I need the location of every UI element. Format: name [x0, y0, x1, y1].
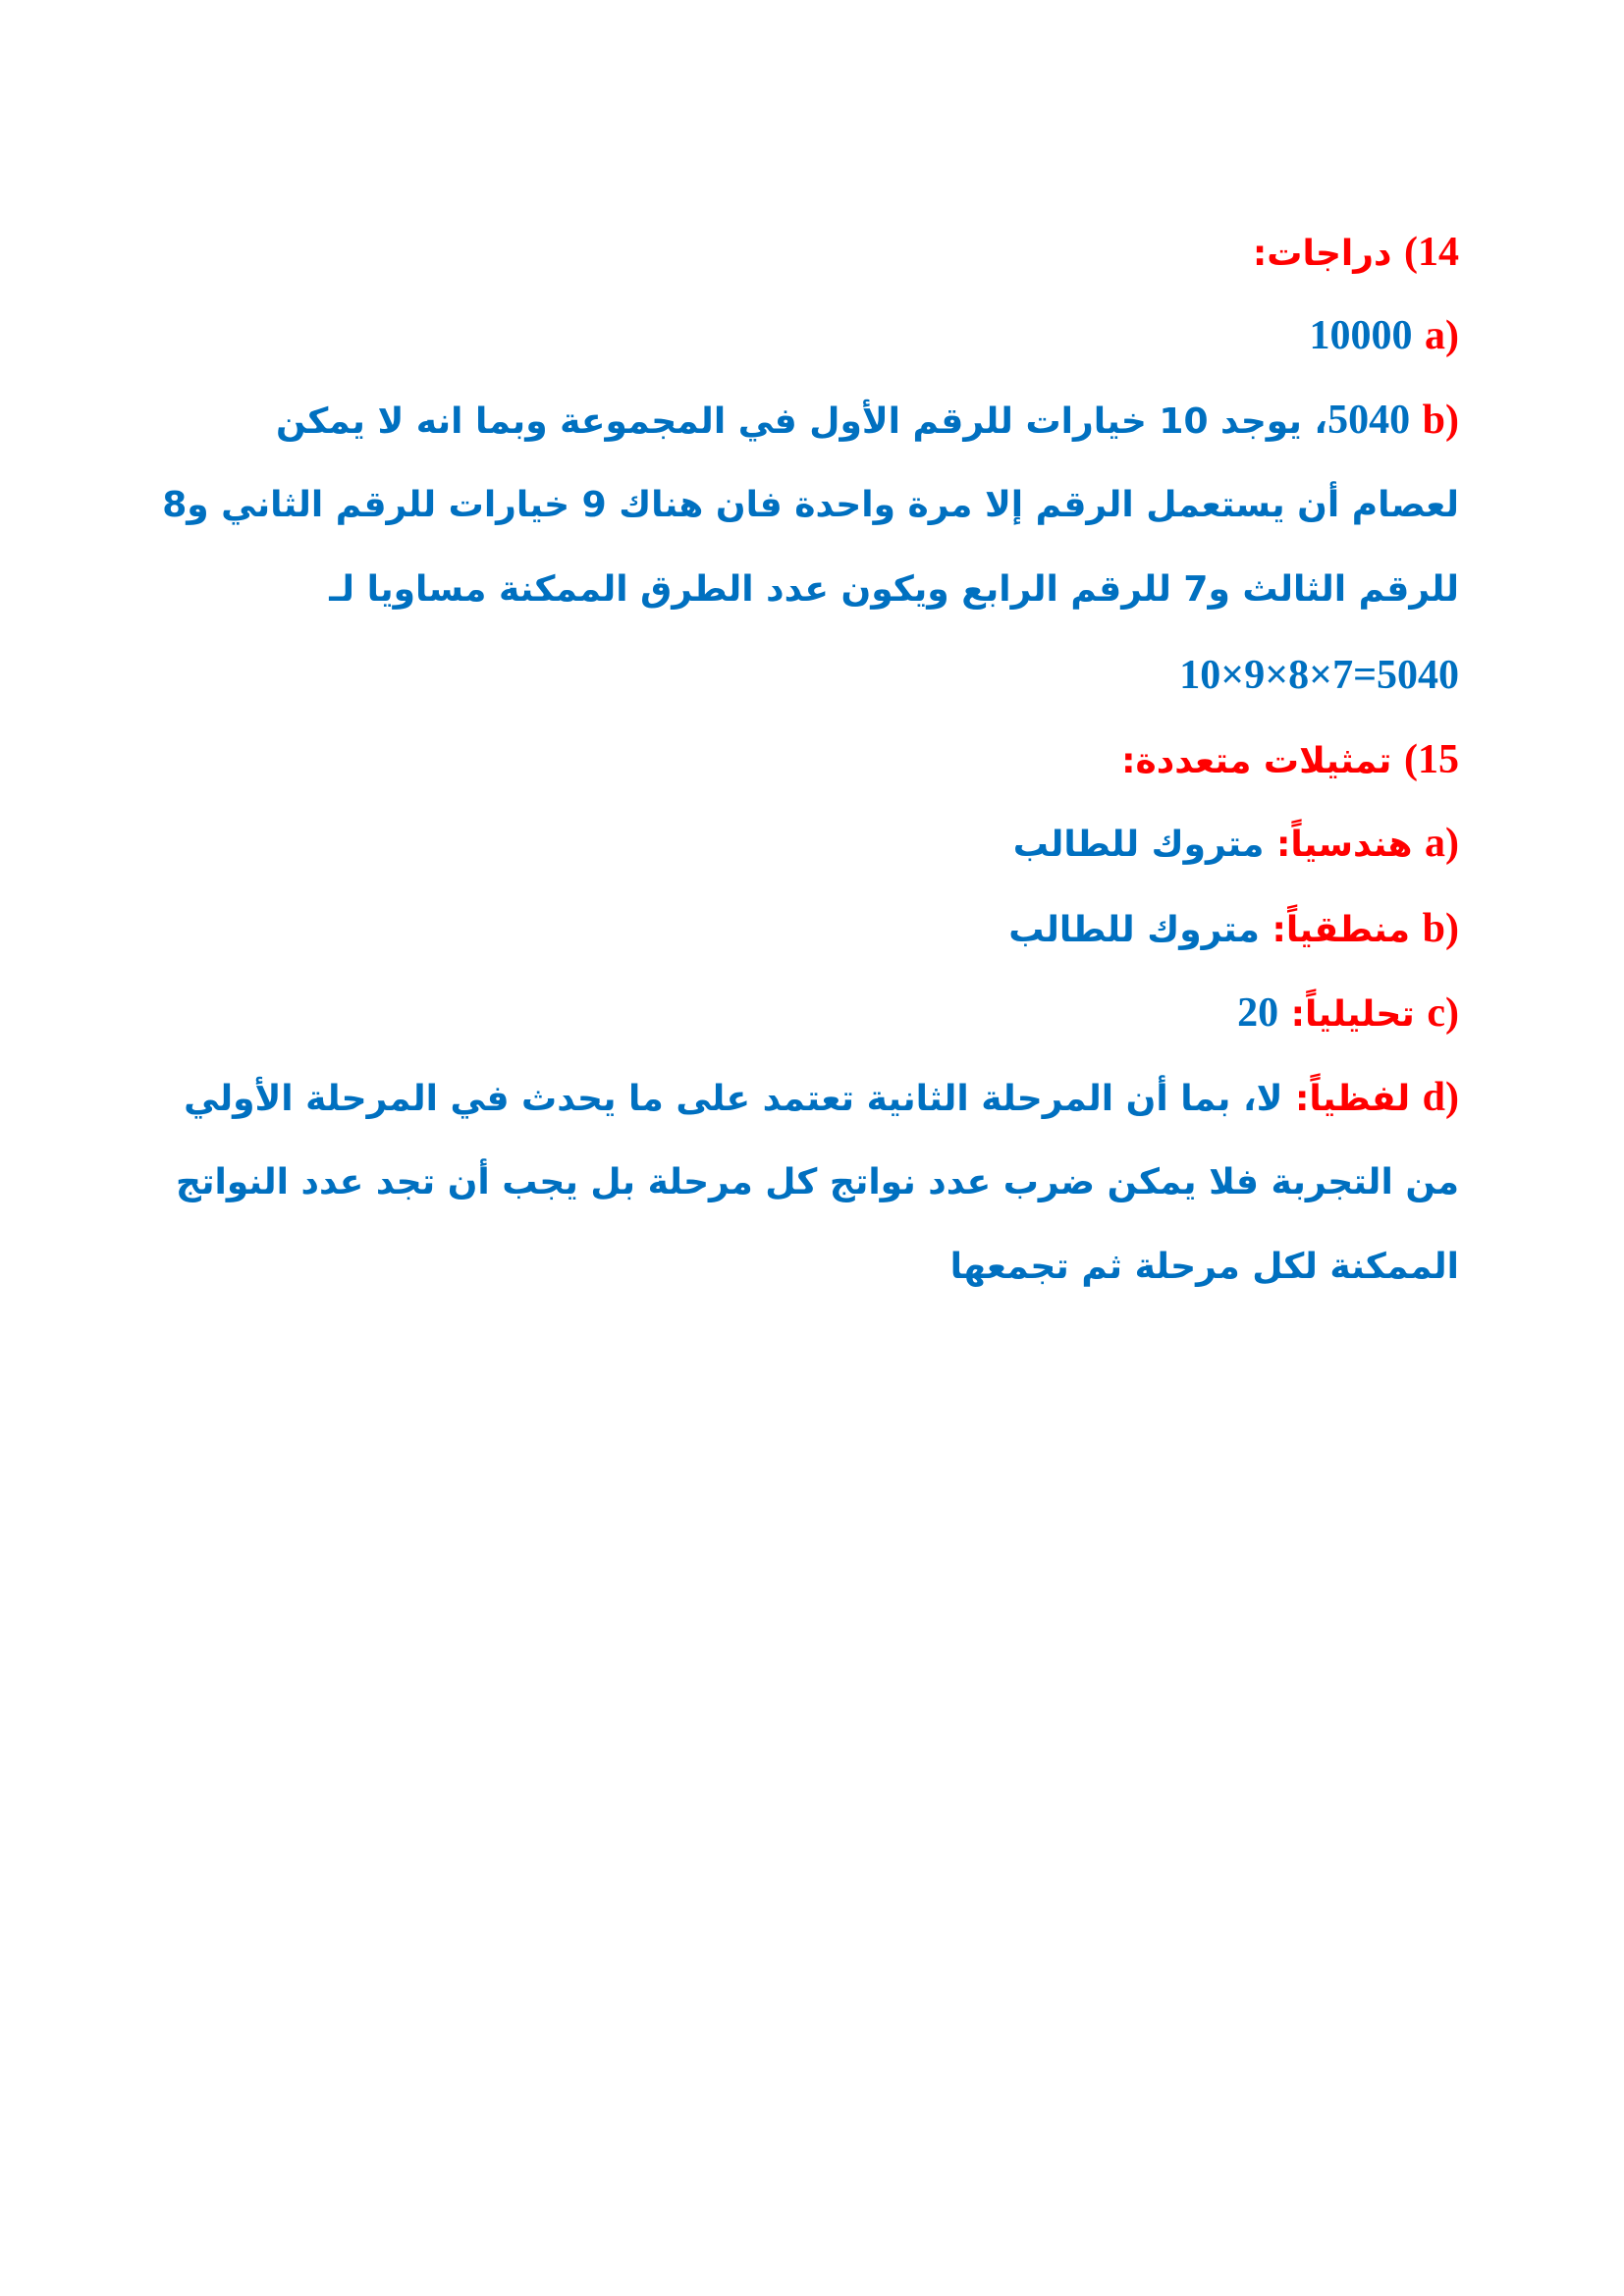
q14-part-a	[236, 311, 1459, 362]
q15-d-label: d)	[1422, 1075, 1459, 1120]
q15-part-a	[236, 819, 1459, 870]
q15-c-key: تحليلياً:	[1290, 994, 1415, 1035]
q15-part-d-line2: من التجربة فلا يمكن ضرب عدد نواتج كل مرحلة بل يجب أن تجد عدد النواتج	[176, 1162, 1459, 1202]
q15-part-c	[236, 988, 1459, 1040]
q14-a-value: 10000	[1309, 313, 1413, 358]
q15-part-d-line1	[184, 1073, 1459, 1124]
q15-b-label: b)	[1422, 906, 1459, 951]
q14-formula: 10×9×8×7=5040	[1179, 653, 1459, 698]
q15-c-value: 20	[1237, 990, 1279, 1036]
q14-title: دراجات:	[1252, 234, 1392, 274]
q15-b-key: منطقياً:	[1272, 910, 1411, 950]
q14-b-number: 5040	[1327, 398, 1411, 443]
q15-part-b	[236, 904, 1459, 955]
q15-c-label: c)	[1427, 990, 1459, 1036]
q15-a-label: a)	[1425, 821, 1459, 866]
q15-heading	[236, 735, 1459, 786]
q14-b-text: ، يوجد 10 خيارات للرقم الأول في المجموعة وبما انه لا يمكن	[275, 401, 1328, 442]
q14-b-label: b)	[1422, 398, 1459, 443]
q14-part-b-line1	[236, 396, 1459, 447]
q15-d-text: لا، بما أن المرحلة الثانية تعتمد على ما يحدث في المرحلة الأولي	[184, 1079, 1283, 1119]
q15-part-d-line3: الممكنة لكل مرحلة ثم تجمعها	[949, 1247, 1459, 1287]
q15-a-text: متروك للطالب	[1012, 825, 1265, 865]
q14-heading	[236, 228, 1459, 279]
q15-b-text: متروك للطالب	[1008, 910, 1260, 950]
q14-part-b-line3: للرقم الثالث و7 للرقم الرابع ويكون عدد الطرق الممكنة مساويا لـ	[329, 569, 1459, 610]
q14-a-label: a)	[1425, 313, 1459, 358]
q14-part-b-line2: لعصام أن يستعمل الرقم إلا مرة واحدة فان هناك 9 خيارات للرقم الثاني و8	[162, 485, 1459, 525]
q15-number: 15)	[1404, 737, 1459, 782]
q14-number: 14)	[1404, 230, 1459, 275]
q15-a-key: هندسياً:	[1275, 825, 1413, 865]
q15-title: تمثيلات متعددة:	[1121, 741, 1392, 781]
q15-d-key: لفظياً:	[1294, 1079, 1411, 1119]
